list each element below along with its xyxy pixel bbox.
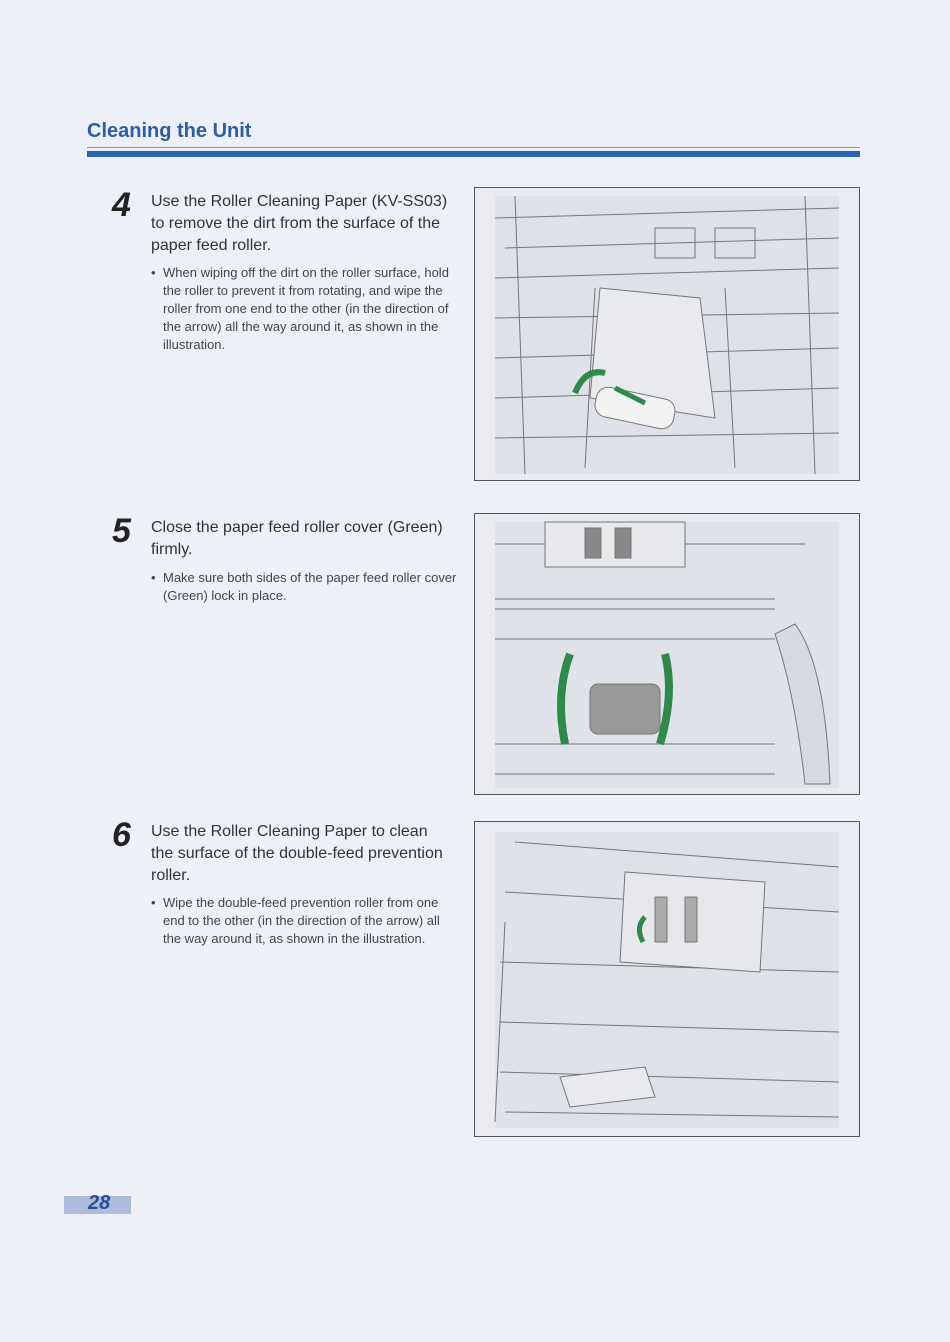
step-instruction: Use the Roller Cleaning Paper to clean the surface of the double-feed prevention roller. xyxy=(151,823,443,884)
step-note-text: Make sure both sides of the paper feed roller cover (Green) lock in place. xyxy=(163,570,457,603)
step-note: • When wiping off the dirt on the roller surface, hold the roller to prevent it from rotating, and wipe the roller from one end to the other (in the direction of the arrow) all the way around it, as shown in the illustration. xyxy=(151,264,463,354)
step-note: • Wipe the double-feed prevention roller from one end to the other (in the direction of the arrow) all the way around it, as shown in the illustration. xyxy=(151,894,463,948)
page-number xyxy=(64,1192,131,1214)
illustration-paper-feed-roller-cleaning xyxy=(474,187,860,481)
section-title: Cleaning the Unit xyxy=(87,120,252,142)
step-instruction: Close the paper feed roller cover (Green) firmly. xyxy=(151,519,443,558)
step-note: • Make sure both sides of the paper feed roller cover (Green) lock in place. xyxy=(151,569,463,605)
step-number: 4 xyxy=(112,186,131,224)
step-instruction: Use the Roller Cleaning Paper (KV-SS03) to remove the dirt from the surface of the paper feed roller. xyxy=(151,193,448,254)
illustration-close-roller-cover xyxy=(474,513,860,795)
illustration-double-feed-roller-cleaning xyxy=(474,821,860,1137)
step-number: 5 xyxy=(112,512,131,550)
step-note-text: When wiping off the dirt on the roller surface, hold the roller to prevent it from rotating, and wipe the roller from one end to the other (in the direction of the arrow) all the way around it, as shown in the illustration. xyxy=(163,265,449,352)
page-number-text: 28 xyxy=(88,1192,111,1214)
step-note-text: Wipe the double-feed prevention roller from one end to the other (in the direction of the arrow) all the way around it, as shown in the illustration. xyxy=(163,895,440,946)
header-rule-thick xyxy=(87,151,860,157)
header-rule-thin xyxy=(87,147,860,148)
step-number: 6 xyxy=(112,816,131,854)
